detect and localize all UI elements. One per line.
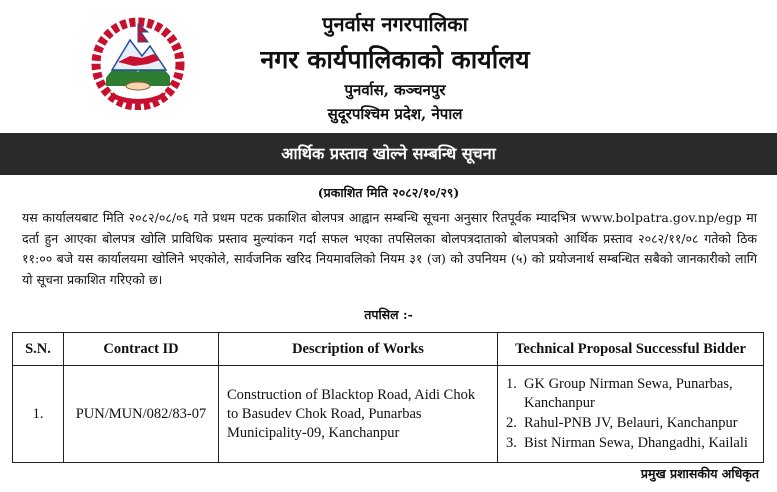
letterhead [0,0,777,130]
bidder-name: Rahul-PNB JV, Belauri, Kanchanpur [524,415,738,431]
signatory: प्रमुख प्रशासकीय अधिकृत [640,466,759,481]
schedule-label: तपसिल :- [364,307,413,322]
bidder-name: Bist Nirman Sewa, Dhangadhi, Kailali [524,435,748,451]
bidder-number: 3. [506,435,517,451]
bidder-number: 2. [506,415,517,431]
published-date: (प्रकाशित मिति २०८२/१०/२९) [317,185,460,200]
cell-contract-id: PUN/MUN/082/83-07 [64,366,219,463]
office-location: पुनर्वास, कञ्चनपुर [344,81,446,99]
bidder-number: 1. [506,376,517,392]
header-contract-id: Contract ID [64,333,219,366]
nepal-emblem-icon [90,14,186,110]
cell-bidders [498,366,764,463]
header-description: Description of Works [219,333,498,366]
header-bidder: Technical Proposal Successful Bidder [498,333,764,366]
office-name: नगर कार्यपालिकाको कार्यालय [260,45,530,74]
list-item [506,434,757,453]
cell-sn: 1. [13,366,64,463]
table-row [13,366,764,463]
notice-title-banner: आर्थिक प्रस्ताव खोल्ने सम्बन्धि सूचना [0,133,777,175]
office-province: सुदूरपश्चिम प्रदेश, नेपाल [327,105,463,123]
cell-description: Construction of Blacktop Road, Aidi Chok to Basudev Chok Road, Punarbas Municipality-09, Kanchanpur [219,366,498,463]
list-item [506,375,757,413]
notice-body: यस कार्यालयबाट मिति २०८२/०८/०६ गते प्रथम पटक प्रकाशित बोलपत्र आह्वान सम्बन्धि सूचना अनुसार रितपूर्वक म्यादभित्र www.bolpatra.gov.np/egp मा दर्ता हुन आएका बोलपत्र खोलि प्राविधिक प्रस्ताव मुल्यांकन गर्दा सफल भएका तपसिलका बोलपत्रदाताको बोलपत्रको आर्थिक प्रस्ताव २०८२/११/०८ गतेको ठिक ११:०० बजे यस कार्यालयमा खोलिने भएकोले, सार्वजनिक खरिद नियमावलिको नियम ३१ (ज) को उपनियम (५) को प्रयोजनार्थ सम्बन्धित सबैको जानकारीको लागि यो सूचना प्रकाशित गरिएको छ। [22,210,757,287]
contract-table [12,332,764,463]
municipality-name: पुनर्वास नगरपालिका [322,12,468,36]
list-item [506,414,757,433]
bidder-name: GK Group Nirman Sewa, Punarbas, Kanchanpur [524,376,733,411]
table-header-row [13,333,764,366]
header-sn: S.N. [13,333,64,366]
bidder-list [504,375,757,453]
